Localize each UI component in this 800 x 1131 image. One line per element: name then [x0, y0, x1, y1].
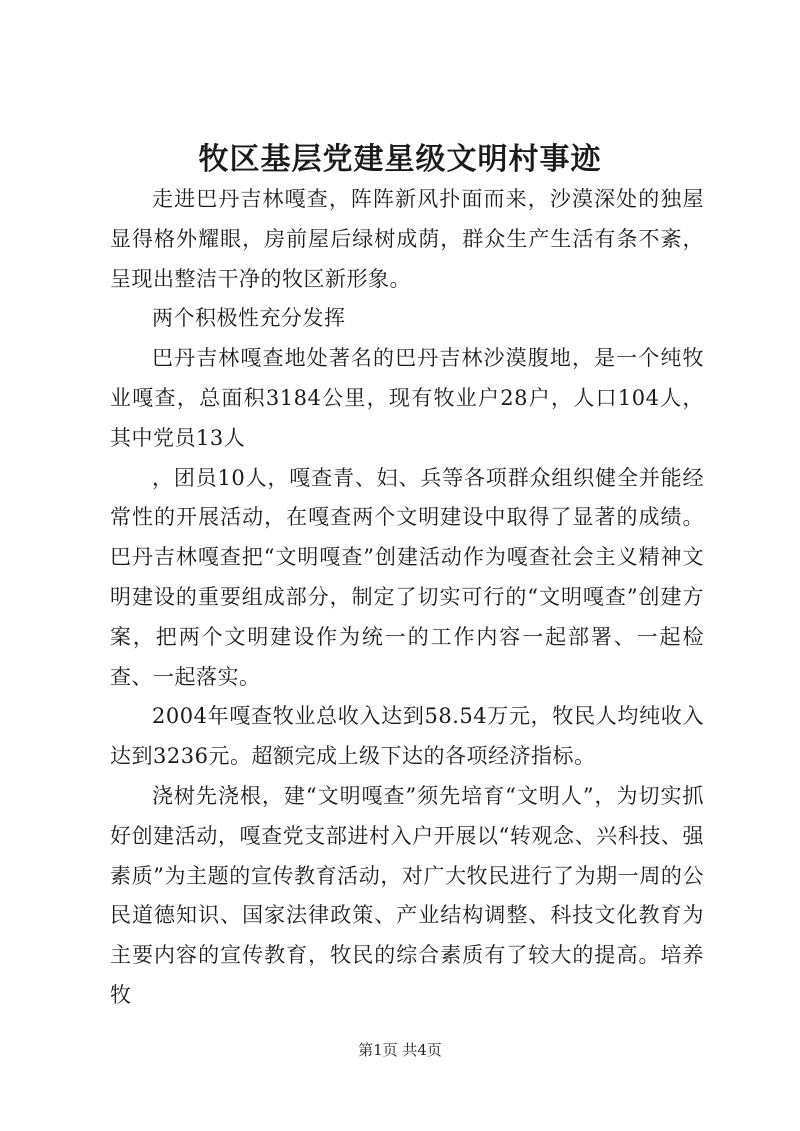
- paragraph: 巴丹吉林嘎查地处著名的巴丹吉林沙漠腹地，是一个纯牧业嘎查，总面积3184公里，现有牧业户28户，人口104人，其中党员13人: [110, 346, 704, 450]
- paragraph: 浇树先浇根，建“文明嘎查”须先培育“文明人”，为切实抓好创建活动，嘎查党支部进村入户开展以“转观念、兴科技、强素质”为主题的宣传教育活动，对广大牧民进行了为期一周的公民道德知识、国家法律政策、产业结构调整、科技文化教育为主要内容的宣传教育，牧民的综合素质有了较大的提高。培养牧: [110, 783, 704, 1007]
- paragraph: 2004年嘎查牧业总收入达到58.54万元，牧民人均纯收入达到3236元。超额完成上级下达的各项经济指标。: [110, 704, 704, 769]
- paragraph: 走进巴丹吉林嘎查，阵阵新风扑面而来，沙漠深处的独屋显得格外耀眼，房前屋后绿树成荫，群众生产生活有条不紊，呈现出整洁干净的牧区新形象。: [110, 187, 704, 291]
- document-title: 牧区基层党建星级文明村事迹: [198, 142, 602, 177]
- section-heading: 两个积极性充分发挥: [152, 306, 346, 331]
- document-body: [110, 180, 704, 1016]
- paragraph: ，团员10人，嘎查青、妇、兵等各项群众组织健全并能经常性的开展活动，在嘎查两个文明建设中取得了显著的成绩。巴丹吉林嘎查把“文明嘎查”创建活动作为嘎查社会主义精神文明建设的重要组成部分，制定了切实可行的“文明嘎查”创建方案，把两个文明建设作为统一的工作内容一起部署、一起检查、一起落实。: [110, 465, 704, 689]
- page-number-footer: 第1页 共4页: [358, 1041, 442, 1059]
